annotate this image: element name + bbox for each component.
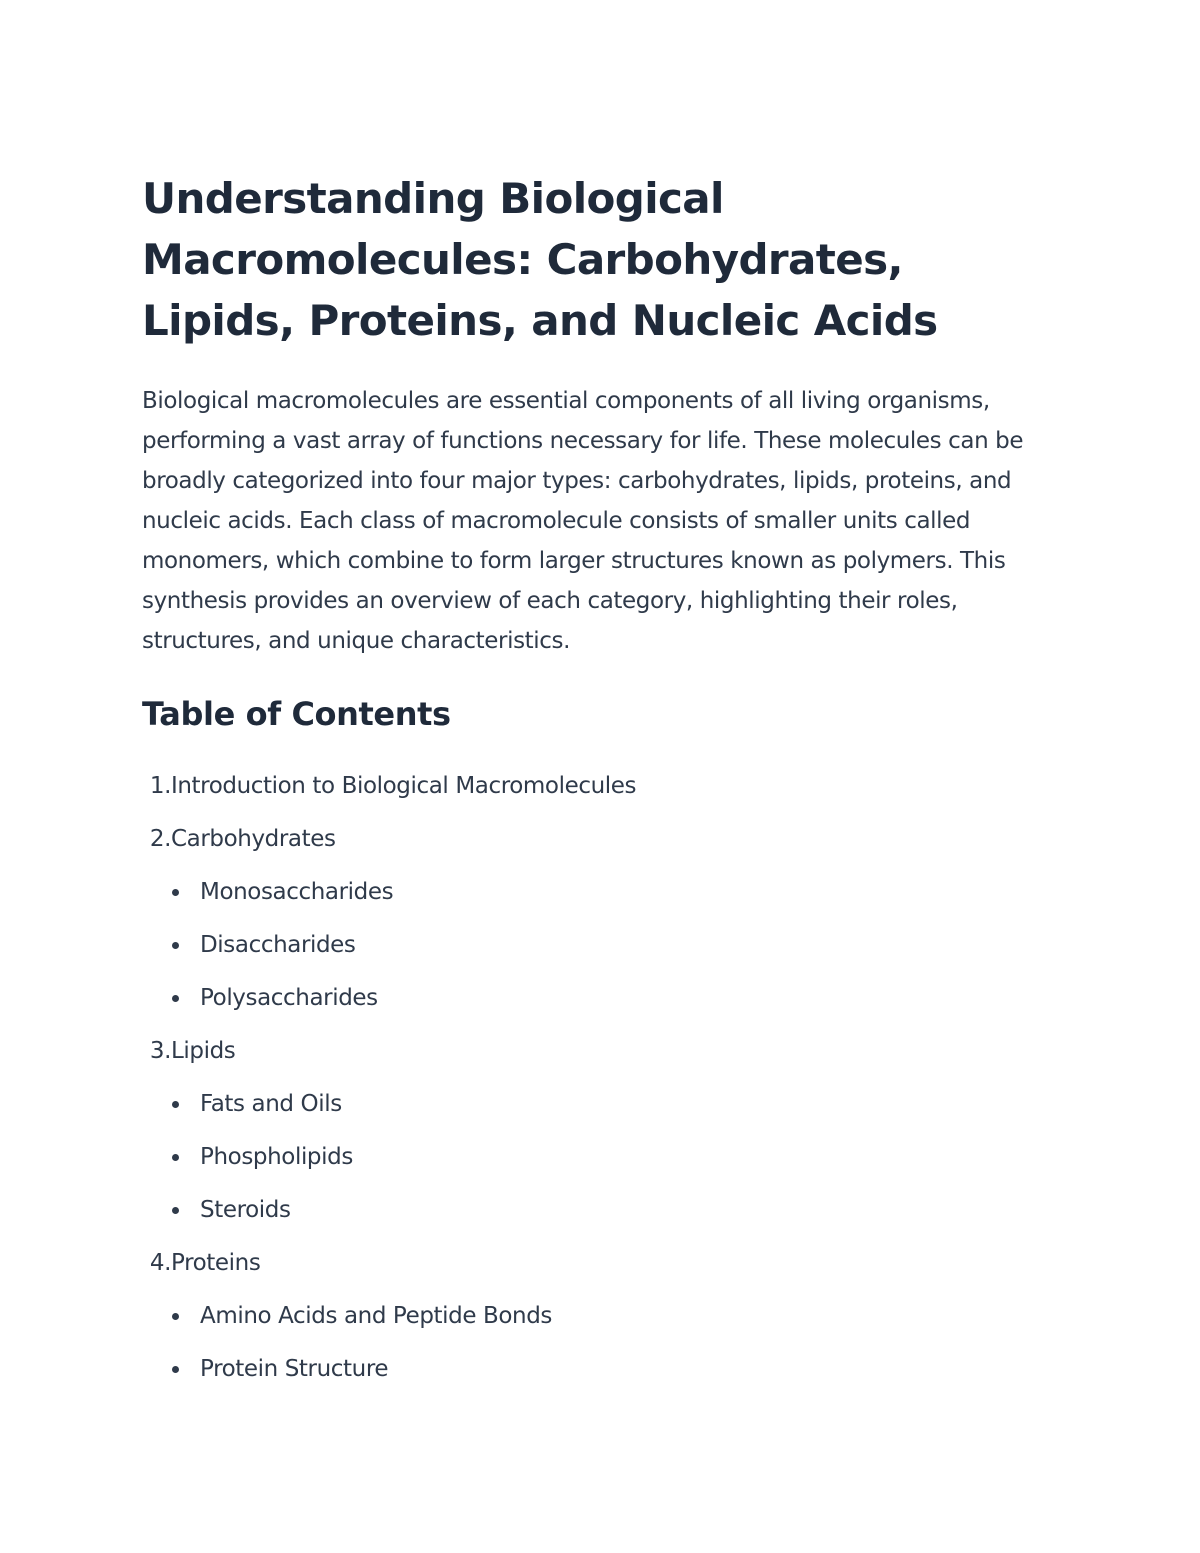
- toc-item: [142, 1243, 1062, 1389]
- toc-item-number: 2.: [149, 826, 171, 852]
- toc-item: [142, 766, 1062, 806]
- toc-subitem-label: Phospholipids: [200, 1144, 353, 1170]
- toc-item: [142, 819, 1062, 1018]
- toc-subitem-label: Disaccharides: [200, 932, 356, 958]
- toc-item: [142, 1031, 1062, 1230]
- toc-subitem-label: Polysaccharides: [200, 985, 378, 1011]
- bullet-icon: [172, 1313, 179, 1320]
- toc-subitem: [142, 1137, 1062, 1177]
- toc-subitem-label: Steroids: [200, 1197, 291, 1223]
- toc-subitem: [142, 1190, 1062, 1230]
- bullet-icon: [172, 1154, 179, 1161]
- toc-heading: Table of Contents: [142, 695, 451, 733]
- toc-sublist: [142, 1084, 1062, 1230]
- table-of-contents: [142, 766, 1062, 1389]
- toc-item-label: Proteins: [171, 1250, 261, 1276]
- bullet-icon: [172, 995, 179, 1002]
- toc-subitem: [142, 1349, 1062, 1389]
- toc-sublist: [142, 872, 1062, 1018]
- toc-subitem: [142, 978, 1062, 1018]
- toc-item-number: 1.: [149, 773, 171, 799]
- toc-item-label: Carbohydrates: [171, 826, 336, 852]
- toc-subitem: [142, 872, 1062, 912]
- toc-subitem: [142, 1084, 1062, 1124]
- toc-item-number: 4.: [149, 1250, 171, 1276]
- bullet-icon: [172, 942, 179, 949]
- toc-subitem: [142, 1296, 1062, 1336]
- bullet-icon: [172, 889, 179, 896]
- toc-sublist: [142, 1296, 1062, 1389]
- bullet-icon: [172, 1101, 179, 1108]
- toc-subitem-label: Protein Structure: [200, 1356, 389, 1382]
- toc-subitem-label: Monosaccharides: [200, 879, 394, 905]
- toc-subitem-label: Fats and Oils: [200, 1091, 342, 1117]
- document-page: [142, 168, 1062, 1402]
- toc-subitem: [142, 925, 1062, 965]
- bullet-icon: [172, 1207, 179, 1214]
- intro-paragraph: Biological macromolecules are essential components of all living organisms, performing a vast array of functions necessary for life. These molecules can be broadly categorized into four major types: carbohydrates, lipids, proteins, and nucleic acids. Each class of macromolecule consists of smaller units called monomers, which combine to form larger structures known as polymers. This synthesis provides an overview of each category, highlighting their roles, structures, and unique characteristics.: [142, 388, 1024, 654]
- toc-item-label: Lipids: [171, 1038, 236, 1064]
- toc-subitem-label: Amino Acids and Peptide Bonds: [200, 1303, 553, 1329]
- toc-item-label: Introduction to Biological Macromolecules: [171, 773, 637, 799]
- document-title: Understanding Biological Macromolecules: Carbohydrates, Lipids, Proteins, and Nucleic Acids: [142, 174, 938, 345]
- bullet-icon: [172, 1366, 179, 1373]
- toc-item-number: 3.: [149, 1038, 171, 1064]
